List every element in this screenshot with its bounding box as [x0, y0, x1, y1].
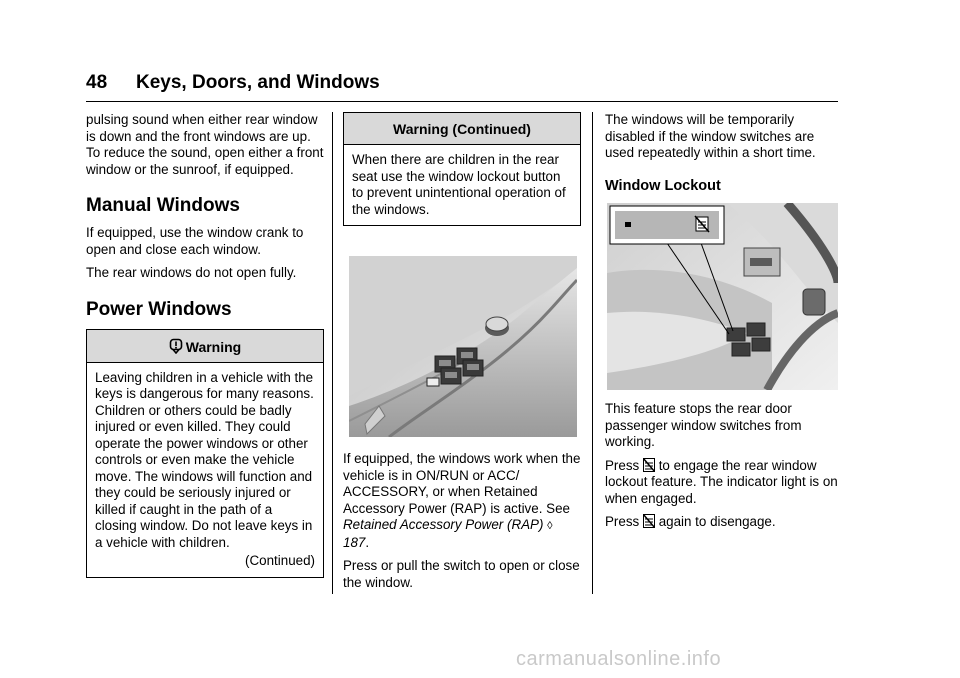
- power-windows-heading: Power Windows: [86, 298, 232, 320]
- switch-paragraph: Press or pull the switch to open or close the window.: [343, 558, 580, 590]
- press-label-2: Press: [605, 514, 640, 529]
- manual-windows-heading: Manual Windows: [86, 195, 240, 216]
- column-3: [605, 112, 840, 202]
- warning-title: Warning: [185, 338, 242, 355]
- warning-continued-text: When there are children in the rear seat use the window lockout button to prevent unintentional operation of the windows.: [352, 152, 566, 217]
- column-1: [86, 112, 324, 578]
- disengage-text: again to disengage.: [658, 514, 776, 529]
- warning-icon: [169, 338, 183, 354]
- window-lockout-icon-2: [643, 514, 655, 528]
- section-title: Keys, Doors, and Windows: [136, 72, 380, 93]
- column-3-text: [605, 401, 840, 531]
- warning-box: [86, 329, 324, 578]
- column-2: [343, 112, 581, 226]
- manual-windows-paragraph: If equipped, use the window crank to open and close each window.: [86, 225, 304, 257]
- warning-header: [87, 330, 323, 363]
- power-windows-paragraph: [343, 451, 581, 551]
- warning-continued-header: Warning (Continued): [344, 113, 580, 145]
- lockout-drawing: [607, 203, 838, 390]
- page-ref-icon: ◊: [547, 520, 553, 532]
- disengage-paragraph: [605, 514, 840, 531]
- continued-label: (Continued): [245, 553, 315, 568]
- rap-page-number[interactable]: 187: [343, 534, 366, 550]
- intro-paragraph: pulsing sound when either rear window is down and the front windows are up. To reduce the sound, open either a front window or the sunroof, if equipped.: [86, 112, 324, 177]
- warning-continued-box: [343, 112, 581, 226]
- press-label: Press: [605, 457, 640, 473]
- watermark: carmanualsonline.info: [516, 648, 722, 670]
- door-switch-drawing: [349, 256, 577, 437]
- temporarily-disabled-paragraph: The windows will be temporarily disabled if the window switches are used repeatedly within a short time.: [605, 112, 816, 160]
- header-rule: [86, 101, 838, 102]
- rear-windows-paragraph: The rear windows do not open fully.: [86, 265, 297, 280]
- window-lockout-icon: [643, 458, 655, 472]
- engage-text: to engage the rear window lockout feature. The indicator light is on when engaged.: [605, 457, 838, 506]
- sentence-end: .: [365, 534, 370, 550]
- warning-text: Leaving children in a vehicle with the keys is dangerous for many reasons. Children or others could be badly injured or even killed. They could operate the power windows or other controls or even make the vehicle move. The windows will function and they could be seriously injured or killed if caught in the path of a closing window. Do not leave keys in a vehicle with children.: [95, 369, 314, 550]
- power-windows-text: If equipped, the windows work when the vehicle is in ON/RUN or ACC/ ACCESSORY, or when Retained Accessory Power (RAP) is active. See: [343, 451, 581, 516]
- window-lockout-illustration: [607, 203, 838, 390]
- rap-reference[interactable]: Retained Accessory Power (RAP): [343, 517, 544, 532]
- window-lockout-heading: Window Lockout: [605, 177, 721, 194]
- door-switch-illustration: [349, 256, 577, 437]
- page-number: 48: [86, 72, 108, 93]
- engage-paragraph: [605, 458, 840, 508]
- column-separator-1: [332, 112, 333, 594]
- column-separator-2: [592, 112, 593, 594]
- lockout-feature-paragraph: This feature stops the rear door passenger window switches from working.: [605, 401, 802, 449]
- column-2-text: [343, 451, 581, 591]
- warning-body: [87, 363, 323, 577]
